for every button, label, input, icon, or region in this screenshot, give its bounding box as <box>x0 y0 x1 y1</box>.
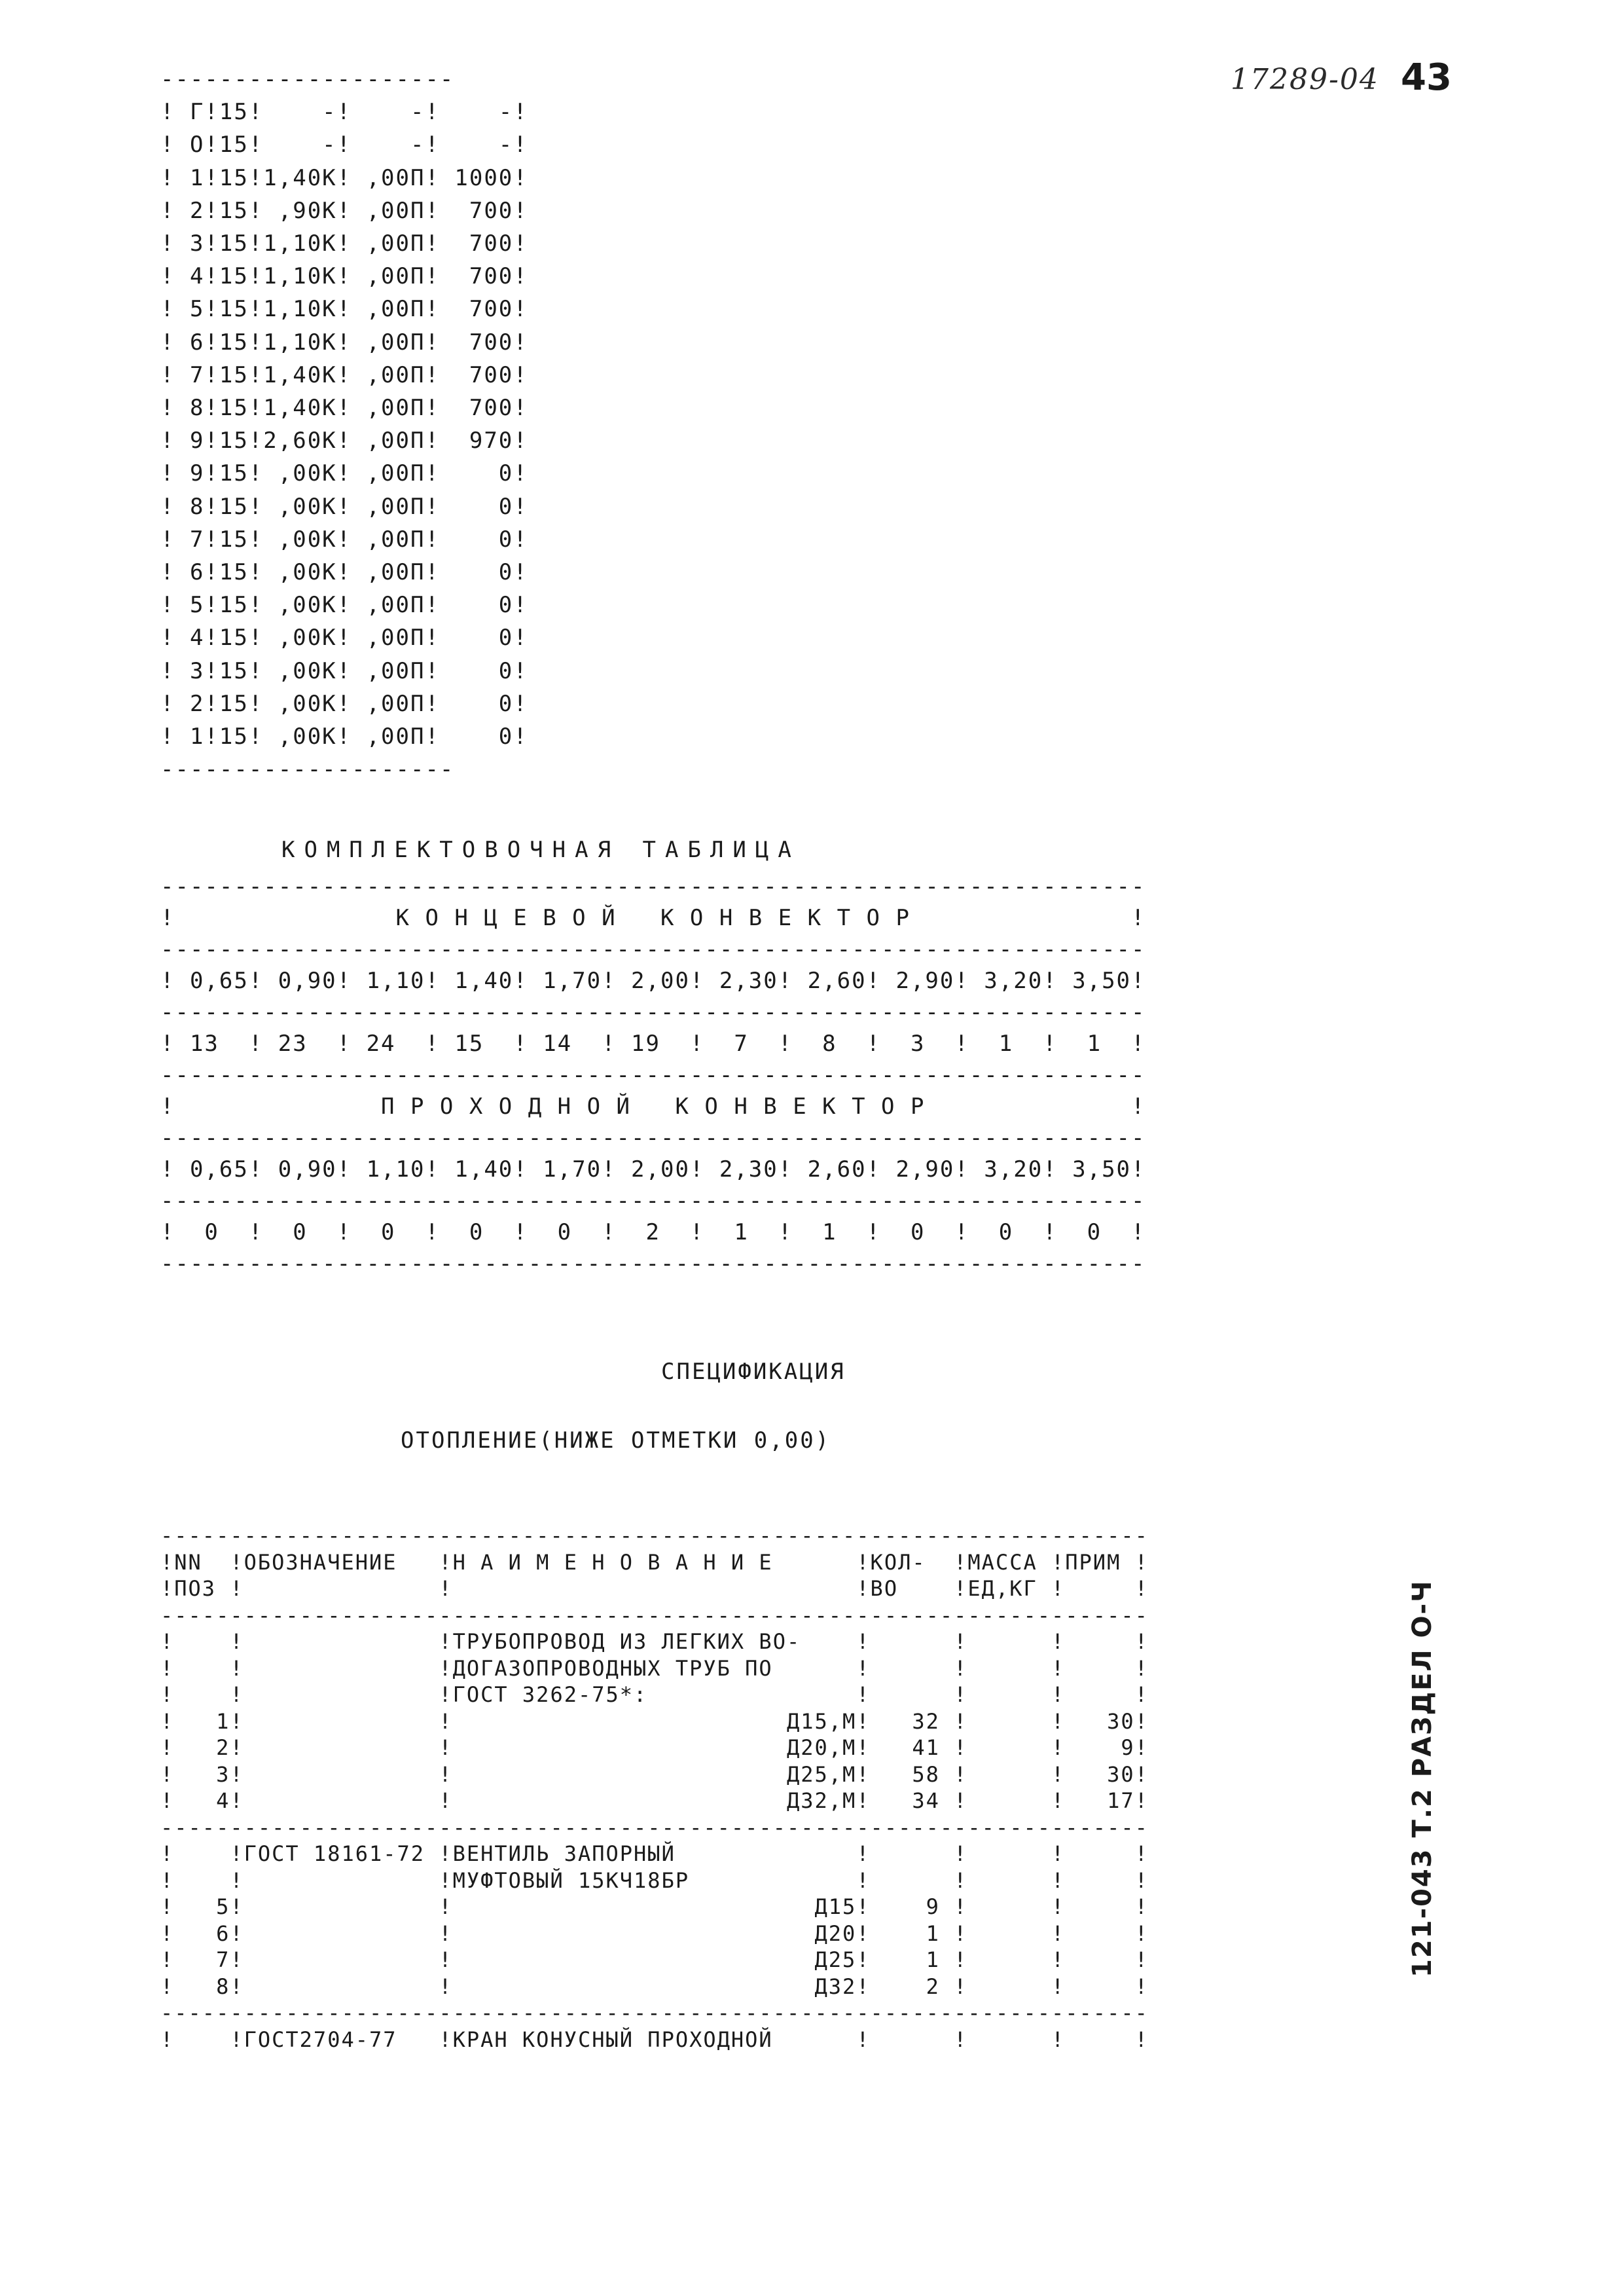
table-row: ! 9!15!2,60К! ,00П! 970! <box>160 428 528 454</box>
table-rule: ------------------------------------------------------------------- <box>160 999 1146 1025</box>
table-row: ! 1!15!1,40К! ,00П! 1000! <box>160 164 528 191</box>
table-rule: -------------------- <box>160 756 455 783</box>
spec-item-name: ! !ГОСТ2704-77 !КРАН КОНУСНЫЙ ПРОХОДНОЙ ! ! ! ! <box>160 2027 1149 2052</box>
table-row: ! 7!15! ,00К! ,00П! 0! <box>160 526 528 553</box>
spec-table <box>160 1522 1149 2053</box>
table-row: ! 7!15!1,40К! ,00П! 700! <box>160 361 528 388</box>
pass-sizes-row: ! 0,65! 0,90! 1,10! 1,40! 1,70! 2,00! 2,30! 2,60! 2,90! 3,20! 3,50! <box>160 1156 1146 1183</box>
table-rule: ------------------------------------------------------------------- <box>160 1062 1146 1088</box>
table-row: ! 8!15!1,40К! ,00П! 700! <box>160 395 528 422</box>
table-rule: ------------------------------------------------------------------- <box>160 936 1146 963</box>
spec-item-row: ! 5! ! Д15! 9 ! ! ! <box>160 1894 1149 1919</box>
table-row: ! Г!15! -! -! -! <box>160 99 528 126</box>
spec-subtitle: ОТОПЛЕНИЕ(НИЖЕ ОТМЕТКИ 0,00) <box>401 1427 831 1454</box>
spec-item-row: ! 4! ! Д32,М! 34 ! ! 17! <box>160 1788 1149 1813</box>
complect-table <box>160 871 1146 1279</box>
table-row: ! 8!15! ,00К! ,00П! 0! <box>160 493 528 520</box>
table-rule: ----------------------------------------------------------------------- <box>160 1814 1149 1840</box>
table-row: ! 2!15! ,90К! ,00П! 700! <box>160 197 528 224</box>
spec-title: СПЕЦИФИКАЦИЯ <box>661 1359 846 1385</box>
complect-table-title: КОМПЛЕКТОВОЧНАЯ ТАБЛИЦА <box>281 837 801 863</box>
spec-item-row: ! 3! ! Д25,М! 58 ! ! 30! <box>160 1761 1149 1787</box>
spec-item-name: ! ! !ГОСТ 3262-75*: ! ! ! ! <box>160 1682 1149 1707</box>
table-row: ! 6!15! ,00К! ,00П! 0! <box>160 559 528 586</box>
spec-item-row: ! 2! ! Д20,М! 41 ! ! 9! <box>160 1735 1149 1760</box>
table-row: ! 6!15!1,10К! ,00П! 700! <box>160 329 528 356</box>
floor-table <box>160 63 528 786</box>
end-convector-header: ! К О Н Ц Е В О Й К О Н В Е К Т О Р ! <box>160 905 1146 931</box>
table-row: ! 1!15! ,00К! ,00П! 0! <box>160 724 528 750</box>
spec-item-row: ! 1! ! Д15,М! 32 ! ! 30! <box>160 1708 1149 1734</box>
table-rule: ----------------------------------------------------------------------- <box>160 1523 1149 1548</box>
spec-header-row: !NN !ОБОЗНАЧЕНИЕ !Н А И М Е Н О В А Н И Е !КОЛ- !МАССА !ПРИМ ! <box>160 1549 1149 1575</box>
table-rule: ------------------------------------------------------------------- <box>160 1125 1146 1151</box>
table-row: ! 3!15! ,00К! ,00П! 0! <box>160 657 528 684</box>
pass-counts-row: ! 0 ! 0 ! 0 ! 0 ! 0 ! 2 ! 1 ! 1 ! 0 ! 0 ! 0 ! <box>160 1219 1146 1245</box>
side-stamp: 121-043 Т.2 РАЗДЕЛ О-Ч <box>1407 1579 1437 1977</box>
table-rule: ----------------------------------------------------------------------- <box>160 1602 1149 1628</box>
table-row: ! О!15! -! -! -! <box>160 132 528 158</box>
spec-item-name: ! !ГОСТ 18161-72 !ВЕНТИЛЬ ЗАПОРНЫЙ ! ! ! ! <box>160 1841 1149 1866</box>
table-rule: ------------------------------------------------------------------- <box>160 1251 1146 1277</box>
spec-item-name: ! ! !МУФТОВЫЙ 15КЧ18БР ! ! ! ! <box>160 1867 1149 1893</box>
table-row: ! 2!15! ,00К! ,00П! 0! <box>160 690 528 717</box>
spec-item-name: ! ! !ТРУБОПРОВОД ИЗ ЛЕГКИХ ВО- ! ! ! ! <box>160 1629 1149 1654</box>
pass-convector-header: ! П Р О Х О Д Н О Й К О Н В Е К Т О Р ! <box>160 1093 1146 1120</box>
spec-item-row: ! 6! ! Д20! 1 ! ! ! <box>160 1920 1149 1946</box>
table-row: ! 4!15! ,00К! ,00П! 0! <box>160 625 528 652</box>
table-row: ! 3!15!1,10К! ,00П! 700! <box>160 230 528 257</box>
table-row: ! 9!15! ,00К! ,00П! 0! <box>160 460 528 487</box>
page-number: 43 <box>1401 56 1452 99</box>
end-counts-row: ! 13 ! 23 ! 24 ! 15 ! 14 ! 19 ! 7 ! 8 ! 3 ! 1 ! 1 ! <box>160 1031 1146 1057</box>
spec-item-row: ! 8! ! Д32! 2 ! ! ! <box>160 1973 1149 1999</box>
table-row: ! 5!15!1,10К! ,00П! 700! <box>160 296 528 323</box>
end-sizes-row: ! 0,65! 0,90! 1,10! 1,40! 1,70! 2,00! 2,30! 2,60! 2,90! 3,20! 3,50! <box>160 968 1146 994</box>
table-row: ! 4!15!1,10К! ,00П! 700! <box>160 263 528 290</box>
spec-header-row-2: !ПОЗ ! ! !ВО !ЕД,КГ ! ! <box>160 1576 1149 1601</box>
table-rule: -------------------- <box>160 66 455 92</box>
table-rule: ------------------------------------------------------------------- <box>160 873 1146 900</box>
table-rule: ------------------------------------------------------------------- <box>160 1188 1146 1214</box>
table-rule: ----------------------------------------------------------------------- <box>160 2000 1149 2025</box>
table-row: ! 5!15! ,00К! ,00П! 0! <box>160 592 528 619</box>
spec-item-row: ! 7! ! Д25! 1 ! ! ! <box>160 1947 1149 1972</box>
spec-item-name: ! ! !ДОГАЗОПРОВОДНЫХ ТРУБ ПО ! ! ! ! <box>160 1655 1149 1681</box>
document-number: 17289-04 <box>1231 63 1379 96</box>
